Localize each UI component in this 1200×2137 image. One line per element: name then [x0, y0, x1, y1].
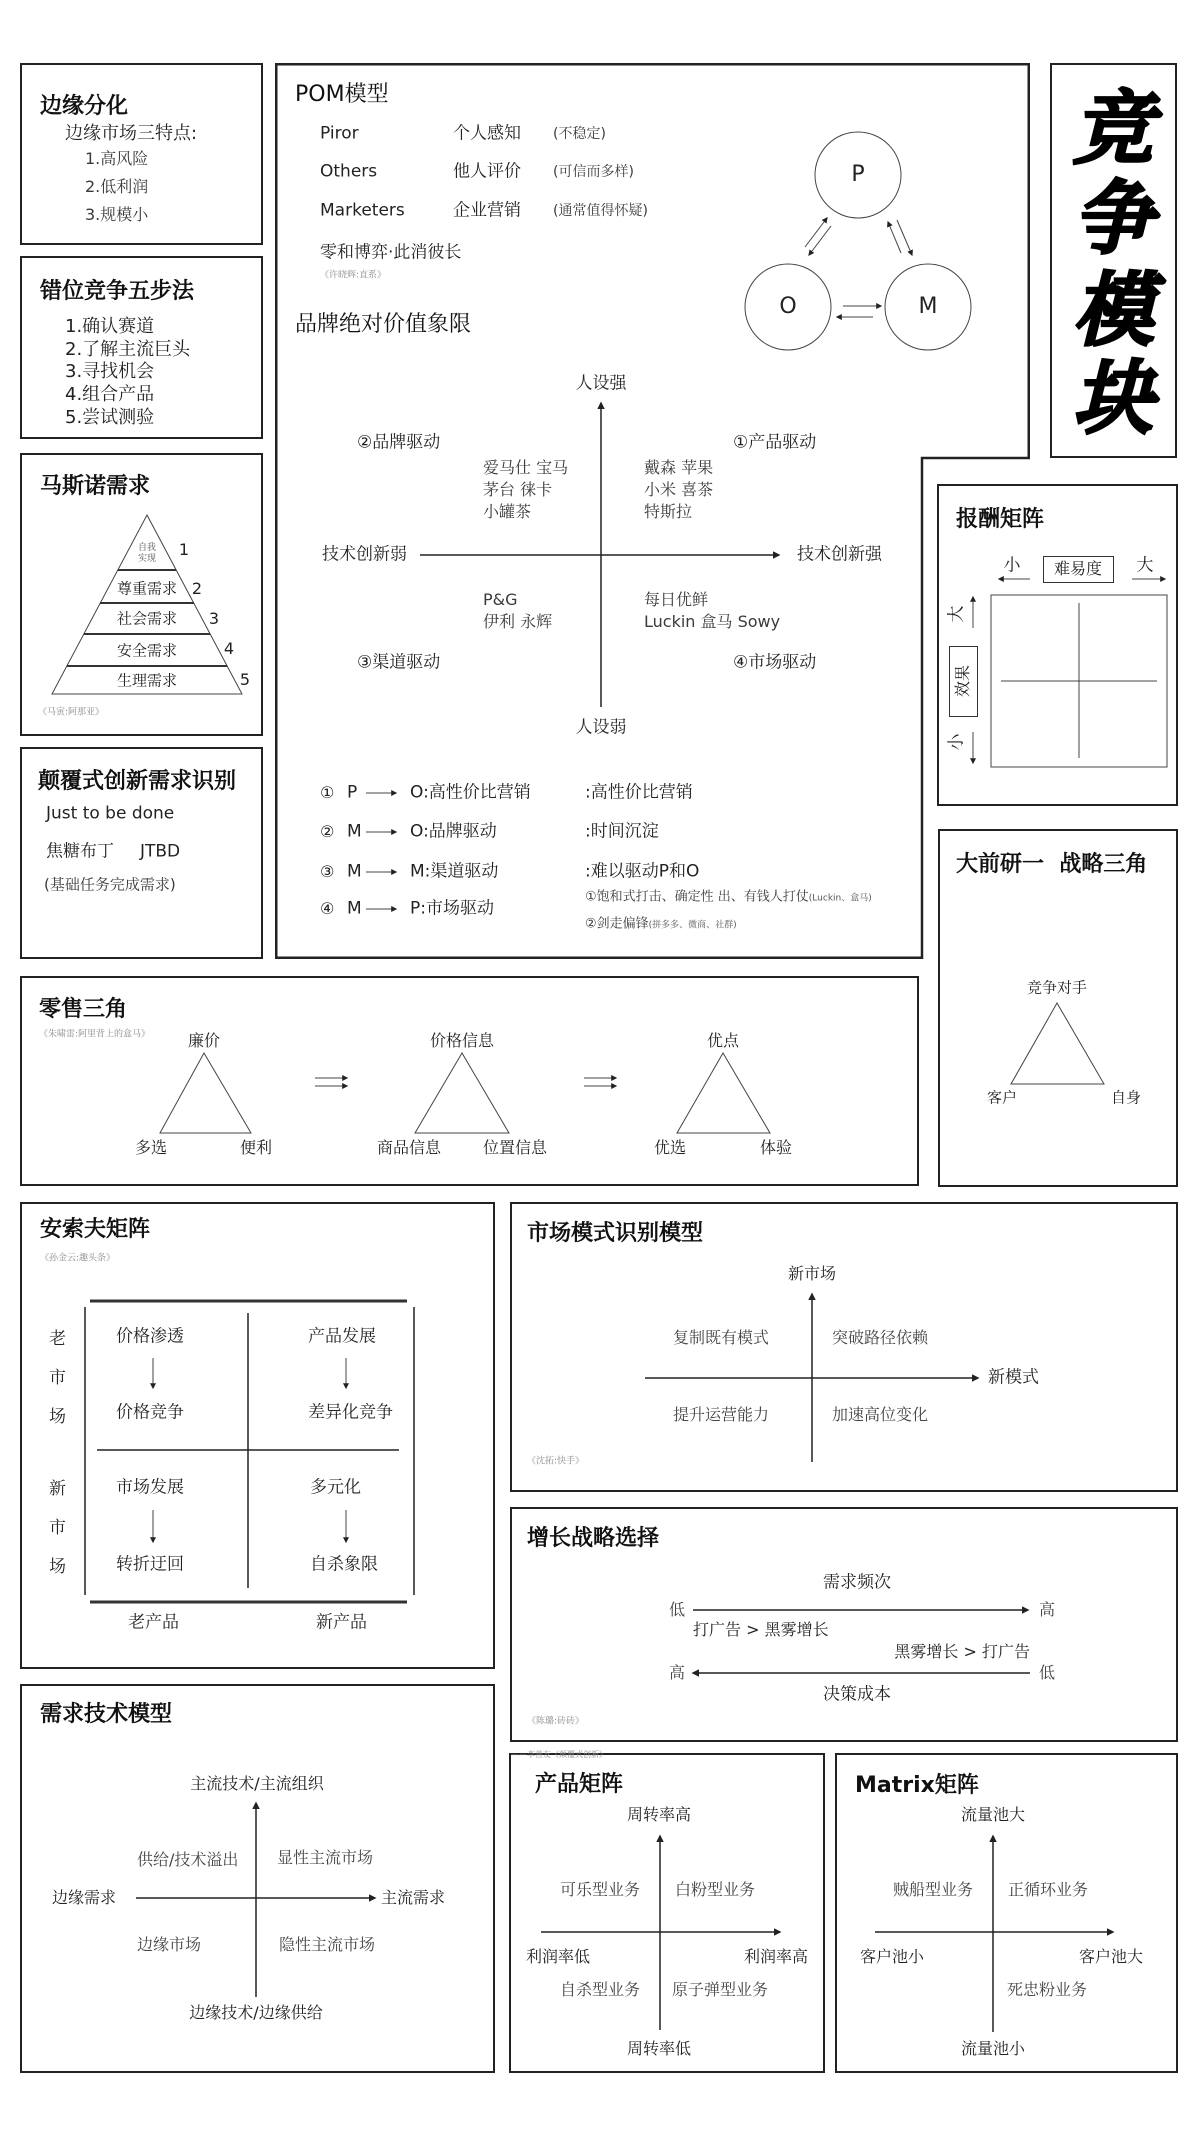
card-title: 需求技术模型 — [40, 1702, 173, 1727]
ansoff-matrix-card — [20, 1202, 495, 1669]
quadrant-label: ①产品驱动 — [733, 432, 817, 453]
jtbd-card — [20, 747, 263, 959]
module-title-banner — [1050, 63, 1177, 458]
column-label: 新产品 — [316, 1612, 367, 1633]
pyramid-rank: 5 — [239, 670, 251, 689]
vertex-left-label: 客户 — [986, 1088, 1018, 1107]
cell-to: 转折迂回 — [116, 1554, 184, 1575]
source-citation: 《孙金云:趣头条》 — [40, 1253, 116, 1264]
brand-list-item: 茅台 徕卡 — [483, 480, 553, 499]
y-axis-label: 效果 — [953, 664, 972, 698]
market-mode-axes — [512, 1204, 1176, 1490]
pyramid-rank: 3 — [208, 609, 220, 628]
bottom-axis-label: 决策成本 — [823, 1684, 891, 1705]
jtbd-example: 焦糖布丁 — [46, 841, 114, 862]
brand-list-item: 爱马仕 宝马 — [483, 458, 569, 477]
vertex-top-label: 优点 — [706, 1031, 740, 1050]
brand-list-item: P&G — [483, 590, 518, 609]
card-title: POM模型 — [295, 82, 389, 107]
pom-row-note: (可信而多样) — [553, 164, 634, 180]
jtbd-acronym: JTBD — [140, 841, 181, 862]
product-matrix-card — [509, 1750, 825, 2073]
step-item: 3.寻找机会 — [65, 361, 155, 382]
quadrant-label: 正循环业务 — [1008, 1880, 1089, 1899]
quadrant-label: 提升运营能力 — [673, 1405, 770, 1424]
cell-to: 自杀象限 — [310, 1554, 378, 1575]
vertex-top-label: 价格信息 — [429, 1031, 495, 1050]
top-axis-left: 低 — [669, 1600, 686, 1619]
growth-strategy-card — [510, 1507, 1178, 1742]
vertex-left-label: 多选 — [134, 1138, 168, 1157]
pyramid-outline — [52, 515, 242, 694]
x-axis-low: 小 — [1003, 555, 1021, 576]
axis-label-right: 技术创新强 — [797, 544, 882, 565]
flow-number: ② — [320, 822, 335, 841]
flow-number: ④ — [320, 899, 335, 918]
arrow-p-to-o-icon — [809, 226, 831, 255]
card-title: 安索夫矩阵 — [40, 1217, 151, 1242]
banner-char: 模 — [1073, 264, 1153, 357]
quadrant-label: ④市场驱动 — [733, 652, 817, 673]
brand-list-item: Luckin 盒马 Sowy — [644, 612, 781, 631]
jtbd-phrase: Just to be done — [46, 803, 175, 824]
vertex-right-label: 自身 — [1110, 1088, 1142, 1107]
source-citation: 《沈拓:快手》 — [527, 1456, 585, 1467]
pom-row-en: Piror — [320, 123, 359, 144]
y-axis-low: 小 — [946, 733, 967, 751]
flow-note: :难以驱动P和O — [585, 861, 700, 882]
axis-label-right: 主流需求 — [381, 1888, 446, 1907]
banner-char: 竞 — [1073, 82, 1153, 175]
jtbd-note: (基础任务完成需求) — [44, 875, 176, 894]
source-citation: 《许晓辉:直系》 — [320, 270, 387, 281]
top-axis-right: 高 — [1039, 1600, 1056, 1619]
pom-summary: 零和博弈·此消彼长 — [320, 242, 462, 263]
brand-list-item: 每日优鲜 — [644, 590, 709, 609]
y-axis-high: 大 — [946, 605, 967, 623]
flow-target: O:高性价比营销 — [410, 782, 531, 803]
flow-target: O:品牌驱动 — [410, 821, 497, 842]
flow-note: :高性价比营销 — [585, 782, 693, 803]
list-item: 2.低利润 — [85, 177, 149, 196]
quadrant-label: 隐性主流市场 — [279, 1935, 376, 1954]
list-item: 3.规模小 — [85, 205, 149, 224]
list-item: 1.高风险 — [85, 149, 149, 168]
quadrant-label: 边缘市场 — [137, 1935, 202, 1954]
product-matrix-axes — [511, 1755, 823, 2071]
axis-label-bottom: 边缘技术/边缘供给 — [189, 2003, 323, 2022]
market-note-text: ②剑走偏锋 — [585, 916, 649, 932]
market-note-examples: (拼多多、微商、社群) — [648, 920, 737, 931]
node-p-label: P — [851, 162, 865, 187]
brand-list-item: 小米 喜茶 — [644, 480, 714, 499]
quadrant-label: 突破路径依赖 — [832, 1328, 929, 1347]
flow-target: M:渠道驱动 — [410, 861, 499, 882]
ohmae-strategic-triangle-card — [938, 829, 1178, 1187]
flow-target: P:市场驱动 — [410, 898, 494, 919]
axis-label-top: 人设强 — [575, 373, 627, 394]
market-note-text: ①饱和式打击、确定性 出、有钱人打仗 — [585, 889, 809, 905]
card-title: 产品矩阵 — [535, 1772, 624, 1797]
cell-from: 多元化 — [310, 1477, 361, 1498]
quadrant-label: 贼船型业务 — [893, 1880, 974, 1899]
pom-model-card — [275, 63, 1030, 959]
axis-label-bottom: 人设弱 — [575, 717, 627, 738]
axis-label-bottom: 周转率低 — [626, 2039, 692, 2058]
pom-row-note: (不稳定) — [553, 126, 606, 142]
vertex-right-label: 便利 — [239, 1138, 273, 1157]
offset-competition-card — [20, 256, 263, 439]
pom-row-zh: 他人评价 — [453, 161, 521, 182]
axis-label-left: 边缘需求 — [52, 1888, 117, 1907]
source-citation: 《马寅:阿那亚》 — [38, 707, 105, 718]
flow-source: M — [347, 821, 362, 842]
brand-list-item: 戴森 苹果 — [644, 458, 714, 477]
brand-list-item: 小罐茶 — [483, 502, 532, 521]
card-title: 马斯诺需求 — [40, 474, 151, 499]
card-title: 报酬矩阵 — [956, 507, 1045, 532]
cell-from: 价格渗透 — [116, 1326, 184, 1347]
bottom-axis-note: 黑雾增长 > 打广告 — [894, 1642, 1030, 1661]
quadrant-label: 供给/技术溢出 — [137, 1850, 239, 1869]
pyramid-level-label: 生理需求 — [116, 671, 178, 690]
cell-from: 产品发展 — [308, 1326, 376, 1347]
pyramid-rank: 2 — [191, 579, 203, 598]
top-axis-label: 需求频次 — [823, 1572, 891, 1593]
axis-label-top: 主流技术/主流组织 — [190, 1774, 324, 1793]
flow-source: M — [347, 898, 362, 919]
growth-axes — [512, 1509, 1176, 1740]
maslow-card — [20, 453, 263, 736]
reward-matrix-card — [937, 484, 1178, 806]
retail-triangle-card — [20, 976, 919, 1186]
market-mode-card — [510, 1202, 1178, 1492]
traffic-matrix-card — [835, 1753, 1178, 2073]
quadrant-label: 白粉型业务 — [675, 1880, 756, 1899]
axis-label-right: 客户池大 — [1078, 1947, 1143, 1966]
x-axis-label: 新模式 — [988, 1367, 1039, 1388]
pom-row-en: Others — [320, 161, 378, 182]
card-title: 颠覆式创新需求识别 — [38, 769, 237, 794]
node-o-label: O — [779, 294, 797, 319]
pom-row-zh: 个人感知 — [453, 123, 521, 144]
ansoff-grid — [22, 1204, 493, 1667]
axis-label-right: 利润率高 — [743, 1947, 808, 1966]
vertex-left-label: 商品信息 — [376, 1138, 442, 1157]
flow-source: M — [347, 861, 362, 882]
quadrant-label: 自杀型业务 — [560, 1980, 641, 1999]
card-title: 零售三角 — [39, 997, 128, 1022]
card-title: 边缘分化 — [40, 94, 129, 119]
cell-to: 差异化竞争 — [308, 1402, 393, 1423]
flow-note: :时间沉淀 — [585, 821, 659, 842]
market-note — [585, 918, 737, 931]
banner-char: 争 — [1073, 172, 1153, 265]
edge-diversification-card — [20, 63, 263, 245]
x-axis-high: 大 — [1136, 555, 1154, 576]
card-title: Matrix矩阵 — [855, 1773, 979, 1798]
quadrant-label: 可乐型业务 — [560, 1880, 641, 1899]
vertex-top-label: 廉价 — [187, 1031, 221, 1050]
triangle-shape — [1011, 1003, 1104, 1084]
arrow-o-to-p-icon — [805, 218, 827, 247]
axis-label-top: 流量池大 — [960, 1805, 1026, 1824]
row-label-new-market: 新市场 — [45, 1479, 65, 1596]
traffic-matrix-axes — [837, 1755, 1176, 2071]
vertex-left-label: 优选 — [653, 1138, 687, 1157]
card-title: 错位竞争五步法 — [40, 279, 195, 304]
axis-label-bottom: 流量池小 — [960, 2039, 1026, 2058]
step-item: 2.了解主流巨头 — [65, 339, 191, 360]
section-title: 品牌绝对价值象限 — [295, 312, 472, 337]
bottom-axis-right: 低 — [1039, 1663, 1056, 1682]
card-title: 市场模式识别模型 — [527, 1221, 704, 1246]
source-citation: 《朱啸雷:阿里背上的盒马》 — [39, 1029, 151, 1040]
step-item: 5.尝试测验 — [65, 407, 155, 428]
market-note — [585, 891, 872, 904]
triangle-shape — [160, 1053, 251, 1133]
triangle-shape — [415, 1053, 509, 1133]
node-m-label: M — [918, 294, 938, 319]
card-title: 大前研一 战略三角 — [956, 852, 1148, 877]
source-citation: 《陈璐:砖砖》 — [527, 1716, 585, 1727]
column-label: 老产品 — [128, 1612, 179, 1633]
bottom-axis-left: 高 — [669, 1663, 686, 1682]
flow-number: ① — [320, 783, 335, 802]
card-title: 增长战略选择 — [527, 1526, 660, 1551]
attribution: ——李善友《颠覆式创新》 — [511, 1750, 607, 1759]
edge-subtitle: 边缘市场三特点: — [65, 123, 198, 144]
step-item: 4.组合产品 — [65, 384, 155, 405]
pyramid-level-label: 社会需求 — [116, 609, 178, 628]
quadrant-label: 加速高位变化 — [832, 1405, 929, 1424]
vertex-top-label: 竞争对手 — [1026, 978, 1088, 997]
top-axis-note: 打广告 > 黑雾增长 — [693, 1620, 829, 1639]
vertex-right-label: 位置信息 — [482, 1138, 548, 1157]
cell-to: 价格竞争 — [116, 1402, 184, 1423]
market-note-examples: (Luckin、盒马) — [808, 893, 872, 904]
pyramid-level-label: 尊重需求 — [116, 579, 178, 598]
step-item: 1.确认赛道 — [65, 316, 155, 337]
y-axis-label: 新市场 — [787, 1264, 837, 1283]
quadrant-label: 复制既有模式 — [673, 1328, 770, 1347]
flow-source: P — [347, 782, 358, 803]
vertex-right-label: 体验 — [759, 1138, 793, 1157]
strategic-triangle — [940, 831, 1176, 1185]
reward-matrix-grid — [939, 486, 1176, 804]
flow-number: ③ — [320, 862, 335, 881]
quadrant-label: 死忠粉业务 — [1007, 1980, 1088, 1999]
banner-char: 块 — [1073, 352, 1153, 445]
pyramid-level-label: 自我实现 — [137, 543, 156, 564]
pom-row-zh: 企业营销 — [453, 200, 521, 221]
demand-tech-model-card — [20, 1684, 495, 2073]
pyramid-rank: 1 — [178, 540, 190, 559]
axis-label-left: 利润率低 — [526, 1947, 591, 1966]
axis-label-left: 客户池小 — [860, 1947, 925, 1966]
cell-from: 市场发展 — [116, 1477, 184, 1498]
axis-label-top: 周转率高 — [626, 1805, 692, 1824]
quadrant-label: 原子弹型业务 — [672, 1980, 769, 1999]
pyramid-rank: 4 — [223, 639, 235, 658]
quadrant-label: ③渠道驱动 — [357, 652, 441, 673]
pom-row-note: (通常值得怀疑) — [553, 203, 648, 219]
row-label-old-market: 老市场 — [45, 1329, 65, 1446]
triangle-shape — [677, 1053, 770, 1133]
axis-label-left: 技术创新弱 — [322, 544, 407, 565]
brand-list-item: 伊利 永辉 — [483, 612, 553, 631]
arrow-m-to-p-icon — [888, 222, 901, 253]
quadrant-label: ②品牌驱动 — [357, 432, 441, 453]
quadrant-label: 显性主流市场 — [277, 1848, 374, 1867]
pom-row-en: Marketers — [320, 200, 405, 221]
x-axis-label: 难易度 — [1053, 559, 1103, 578]
brand-list-item: 特斯拉 — [644, 502, 693, 521]
pyramid-level-label: 安全需求 — [116, 641, 178, 660]
